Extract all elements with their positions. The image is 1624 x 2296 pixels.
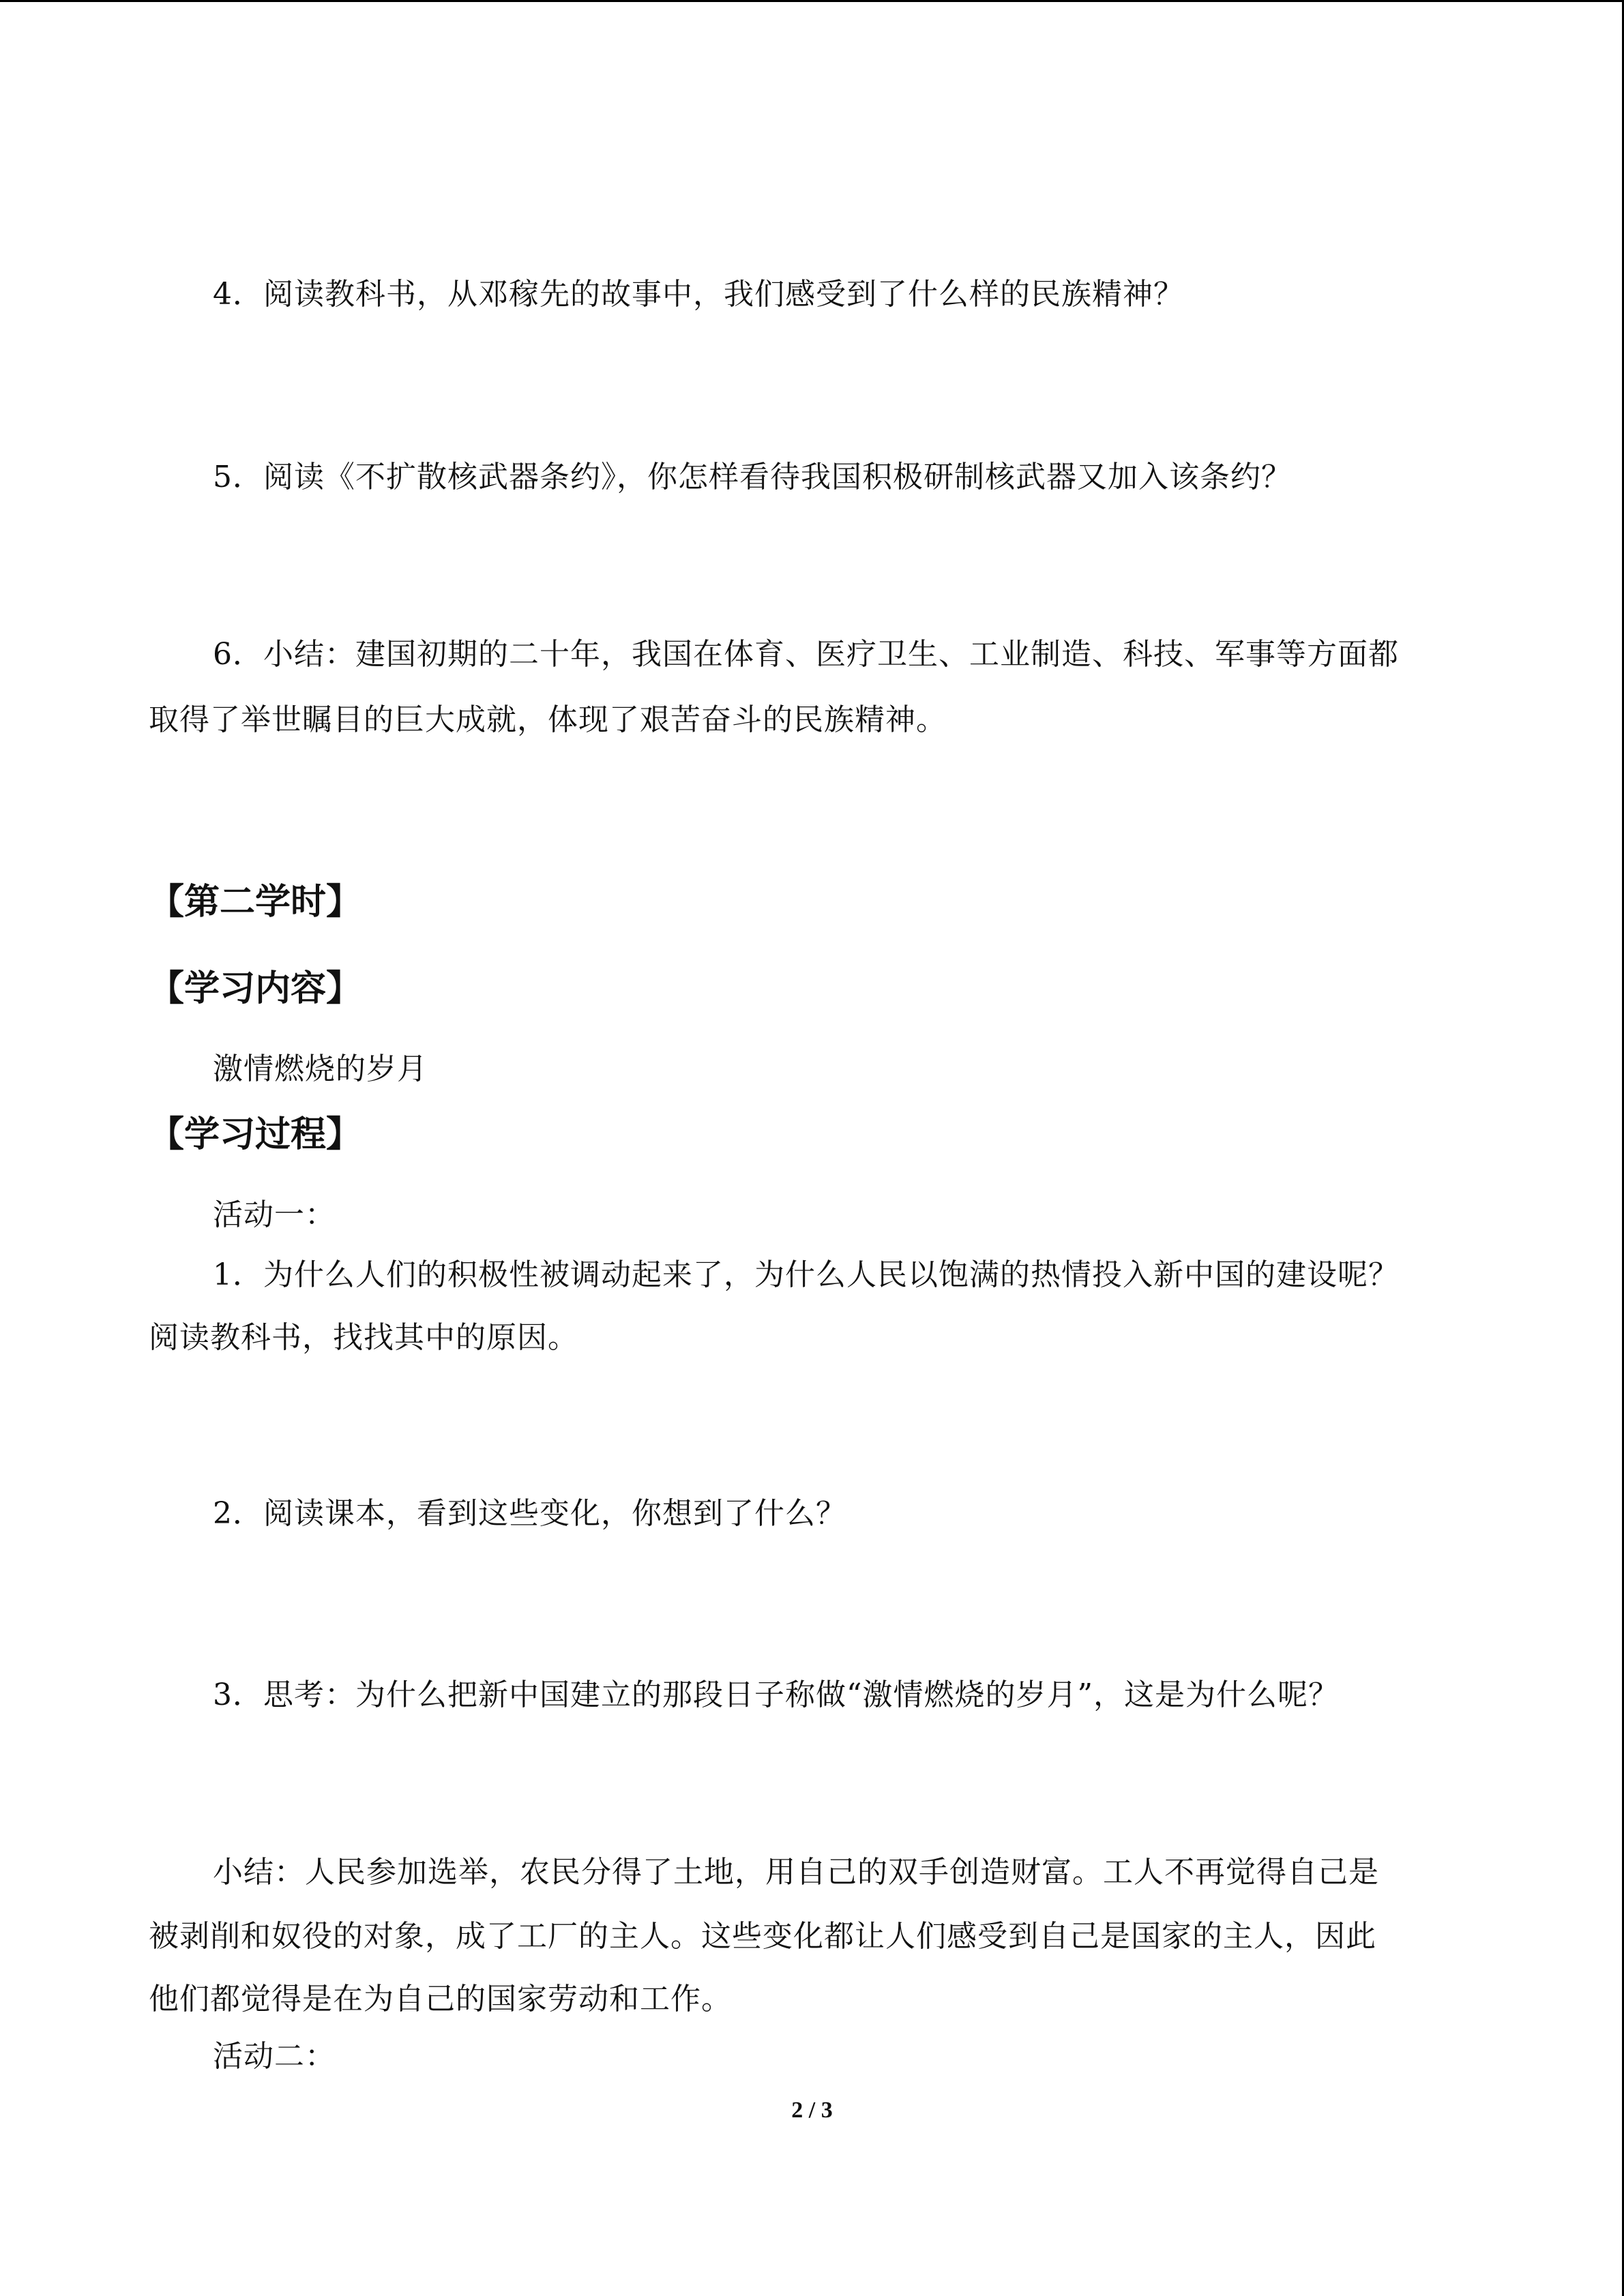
learning-process-heading: 【学习过程】 bbox=[149, 1114, 362, 1155]
question-6-line-1: 6．小结：建国初期的二十年，我国在体育、医疗卫生、工业制造、科技、军事等方面都 bbox=[213, 637, 1399, 672]
summary-line-1: 小结：人民参加选举，农民分得了土地，用自己的双手创造财富。工人不再觉得自己是 bbox=[213, 1855, 1379, 1890]
page-number: 2 / 3 bbox=[791, 2098, 833, 2123]
learning-content-heading: 【学习内容】 bbox=[149, 968, 362, 1009]
activity-1-question-1-line-2: 阅读教科书，找找其中的原因。 bbox=[149, 1320, 578, 1355]
activity-1-label: 活动一： bbox=[213, 1197, 336, 1232]
period-heading: 【第二学时】 bbox=[149, 882, 362, 923]
question-6-line-2: 取得了举世瞩目的巨大成就，体现了艰苦奋斗的民族精神。 bbox=[149, 702, 947, 737]
activity-1-question-3: 3．思考：为什么把新中国建立的那段日子称做“激情燃烧的岁月”，这是为什么呢？ bbox=[213, 1678, 1339, 1712]
summary-line-3: 他们都觉得是在为自己的国家劳动和工作。 bbox=[149, 1982, 732, 2016]
activity-2-label: 活动二： bbox=[213, 2039, 336, 2074]
activity-1-question-1-line-1: 1．为什么人们的积极性被调动起来了，为什么人民以饱满的热情投入新中国的建设呢？ bbox=[213, 1257, 1399, 1292]
activity-1-question-2: 2．阅读课本，看到这些变化，你想到了什么？ bbox=[213, 1496, 846, 1531]
learning-content-text: 激情燃烧的岁月 bbox=[213, 1052, 428, 1086]
summary-line-2: 被剥削和奴役的对象，成了工厂的主人。这些变化都让人们感受到自己是国家的主人，因此 bbox=[149, 1919, 1376, 1954]
page-top-border bbox=[0, 0, 1624, 2]
question-4: 4．阅读教科书，从邓稼先的故事中，我们感受到了什么样的民族精神？ bbox=[213, 277, 1184, 312]
question-5: 5．阅读《不扩散核武器条约》，你怎样看待我国积极研制核武器又加入该条约？ bbox=[213, 460, 1292, 494]
